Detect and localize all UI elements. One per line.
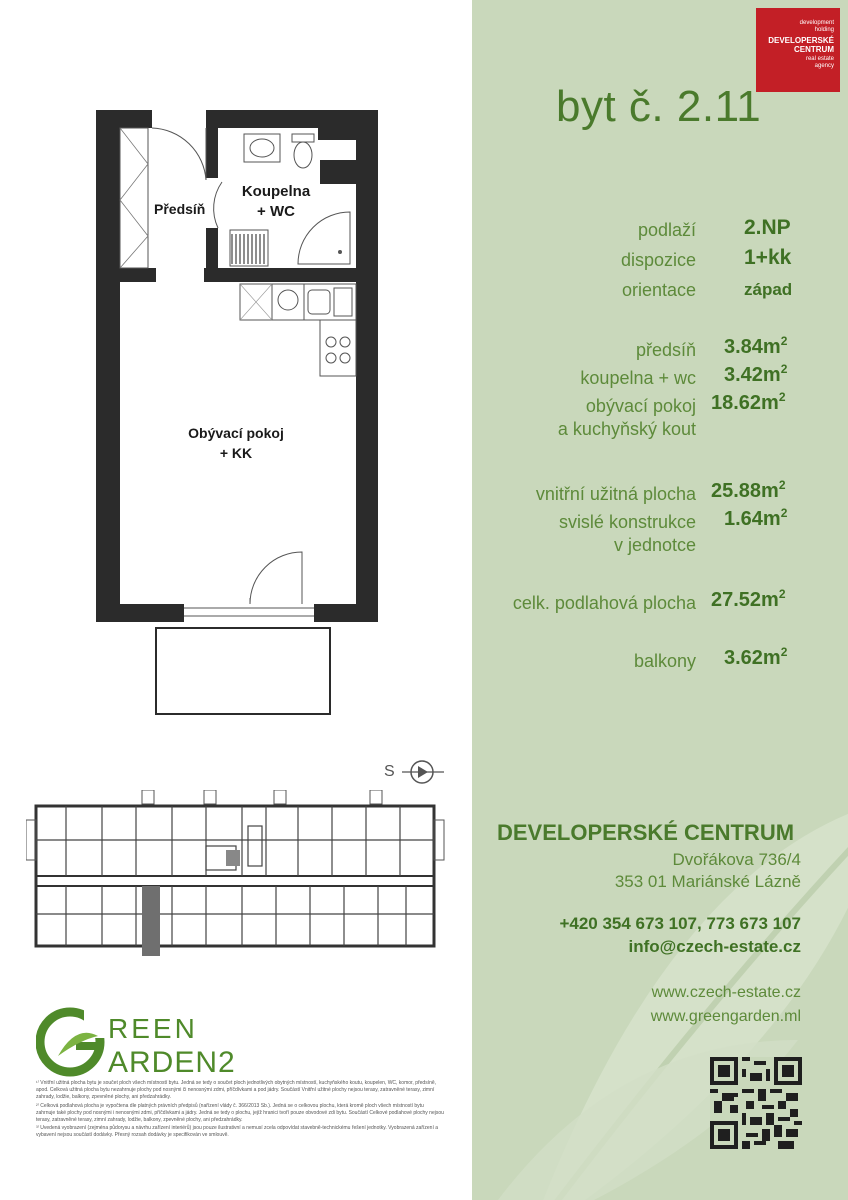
company-name: DEVELOPERSKÉ CENTRUM [497,820,795,845]
orientation-value: západ [744,280,793,299]
company-email[interactable]: info@czech-estate.cz [628,937,801,956]
brand-word-2: ARDEN2 [108,1046,236,1078]
walls-label: svislé konstrukce [558,512,696,532]
balcony-value: $3.62m^2$ [724,645,788,669]
room-label-bath-2: + WC [257,203,295,220]
room-bath-value: $3.42m^2$ [724,362,788,386]
room-label-living-2: + KK [219,445,253,461]
room-living-label-2: a kuchyňský kout [557,419,696,439]
room-label-hall: Předsíň [154,201,206,217]
room-hall-label: předsíň [635,340,696,360]
brand-word-1: REEN [108,1013,198,1044]
website-link-2[interactable]: www.greengarden.ml [650,1008,801,1025]
room-living-label: obývací pokoj [585,396,696,416]
walls-label-2: v jednotce [613,535,696,555]
company-city: 353 01 Mariánské Lázně [614,872,801,891]
logo-line-4: CENTRUM [794,45,834,54]
floor-plan [0,0,472,730]
company-street: Dvořákova 736/4 [672,850,801,869]
layout-label: dispozice [620,250,696,270]
room-label-living-1: Obývací pokoj [188,425,284,441]
balcony-label: balkony [633,651,696,671]
developer-logo [756,8,840,92]
footnote-1: ¹⁾ Vnitřní užitná plocha bytu je součet ploch všech místností bytu. Jedná se tedy o součet ploch jednotlivých obytných místností, kuchyňského koutu, koupelen, WC, komor, předsíně, apod. Celková užitná plocha bytu nezahrnuje plochy pod nosnými či nenosnými zdmi, příčdívkami a pod jádry. Součástí Vnitřní užitné plochy nejsou terasy, zatravněné terasy, zimní zahrady, lodžie, balkony, zpevněné plochy, ani předzahrádky. [36,1080,437,1101]
company-phone[interactable]: +420 354 673 107, 773 673 107 [559,914,801,933]
usable-area-label: vnitřní užitná plocha [535,484,696,504]
layout-value: 1+kk [744,246,792,269]
north-arrow-icon [380,752,450,792]
floor-label: podlaží [637,220,696,240]
building-key-plan [26,790,446,970]
room-bath-label: koupelna + wc [580,368,696,388]
green-garden-logo [36,1006,246,1078]
website-link-1[interactable]: www.czech-estate.cz [651,984,801,1001]
total-area-value: $27.52m^2$ [711,587,786,611]
logo-line-6: agency [814,63,834,69]
qr-code-icon[interactable] [710,1057,802,1149]
orientation-label: orientace [621,280,696,300]
footnote-2: ²⁾ Celková podlahová plocha je vypočtena dle platných právních předpisů (nařízení vlády č. 366/2013 Sb.). Jedná se o celkovou plochu, která kromě ploch všech místností bytu zahrnuje také plochy pod nosnými i nenosnými zdmi, příčdívkami a jádry. Jedná se tedy o plochu, jejíž hranici tvoří pouze obvodové zdi bytu. Součástí Celkové podlahové plochy nejsou terasy, zatravněné terasy, zimní zahrady, lodžie, balkony, zpevněné plochy, ani předzahrádky. [36,1102,444,1124]
usable-area-value: $25.88m^2$ [711,478,786,502]
north-letter: S [384,763,395,780]
room-living-value: $18.62m^2$ [711,390,786,414]
room-hall-value: $3.84m^2$ [724,334,788,358]
logo-line-1: development [799,20,834,26]
footnote-3: ³⁾ Uvedená vyobrazení (zejména půdorysu a návrhu zařízení interiérů) jsou pouze ilustrativní a nemusí zcela odpovídat stavebně-technickému řešení jednotky. Vyobrazená zařízení a vybavení nejsou součástí dodávky. Přesný rozsah dodávky je specifikován ve smlouvě. [36,1125,438,1139]
logo-line-2: holding [814,27,834,33]
logo-line-3: DEVELOPERSKÉ [768,36,834,45]
walls-value: $1.64m^2$ [724,506,788,530]
total-area-label: celk. podlahová plocha [512,593,696,613]
room-label-bath-1: Koupelna [241,183,311,200]
footnotes [36,1080,444,1141]
unit-title: byt č. 2.11 [556,82,762,131]
floor-value: 2.NP [744,216,791,239]
logo-line-5: real estate [805,56,834,62]
